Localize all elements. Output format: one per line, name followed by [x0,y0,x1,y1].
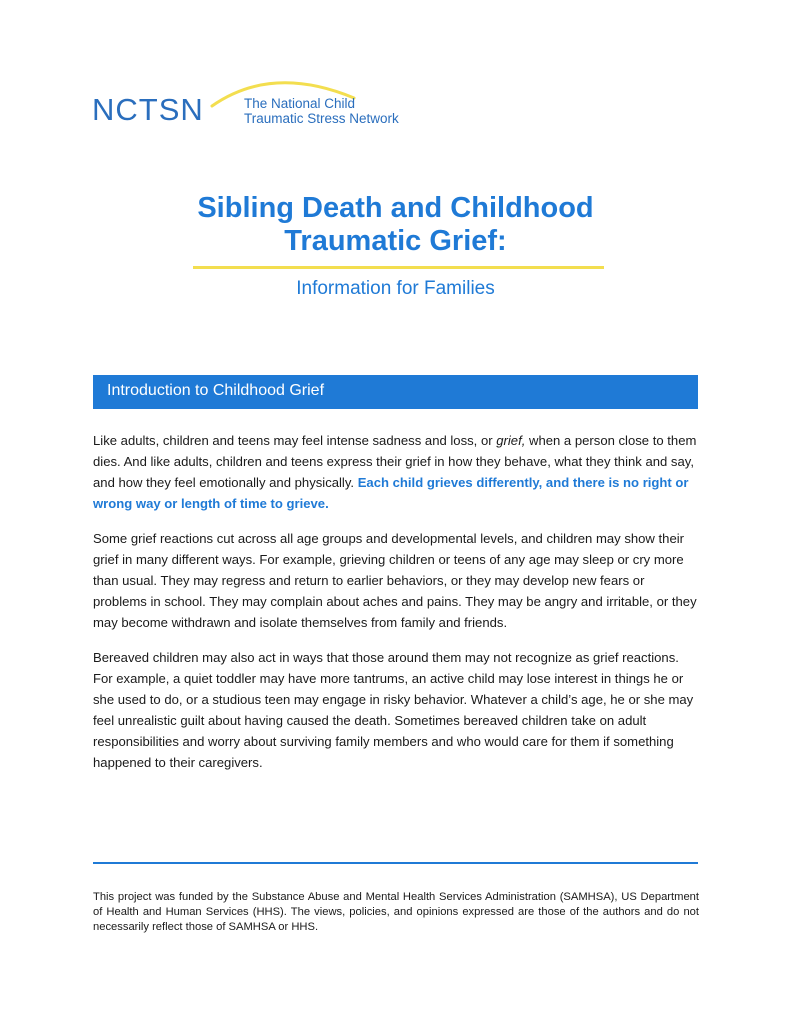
title-line2: Traumatic Grief: [284,225,507,257]
paragraph-1 [93,430,699,514]
body-content [93,430,699,787]
logo-acronym: NCTSN [92,92,204,127]
title-divider [193,266,604,269]
funding-disclaimer: This project was funded by the Substance Abuse and Mental Health Services Administration (SAMHSA), US Department of Health and Human Services (HHS). The views, policies, and opinions expressed are those of the authors and do not necessarily reflect those of SAMHSA or HHS. [93,891,699,933]
paragraph-2: Some grief reactions cut across all age groups and developmental levels, and children may show their grief in many different ways. For example, grieving children or teens of any age may sleep or cry more than usual. They may regress and return to earlier behaviors, or they may develop new fears or problems in school. They may complain about aches and pains. They may be angry and irritable, or they may become withdrawn and isolate themselves from family and friends. [93,531,697,630]
paragraph-1-emphasis: Each child grieves differently, and there is no right or wrong way or length of time to grieve. [93,475,689,511]
paragraph-1-text-b: when a person close to them dies. And like adults, children and teens express their grief in how they behave, what they think and say, and how they feel emotionally and physically. [93,433,697,490]
logo-name-line1: The National Child [244,96,356,111]
paragraph-1-text-a: Like adults, children and teens may feel intense sadness and loss, or [93,433,497,448]
footer-divider [93,862,698,864]
title-line1: Sibling Death and Childhood [197,192,594,224]
page-subtitle: Information for Families [296,278,495,299]
paragraph-3: Bereaved children may also act in ways that those around them may not recognize as grief reactions. For example, a quiet toddler may have more tantrums, an active child may lose interest in things he or she used to do, or a studious teen may engage in risky behavior. Whatever a child’s age, he or she may feel unrealistic guilt about having caused the death. Sometimes bereaved children take on adult responsibilities and worry about surviving family members and who would care for them if something happened to their caregivers. [93,650,694,770]
paragraph-1-italic: grief, [496,433,526,448]
logo-organization-name [244,96,399,126]
section-heading-bar [93,375,698,409]
nctsn-logo [92,72,412,132]
page-title [0,192,791,258]
section-heading: Introduction to Childhood Grief [107,382,325,399]
logo-name-line2: Traumatic Stress Network [244,111,399,126]
